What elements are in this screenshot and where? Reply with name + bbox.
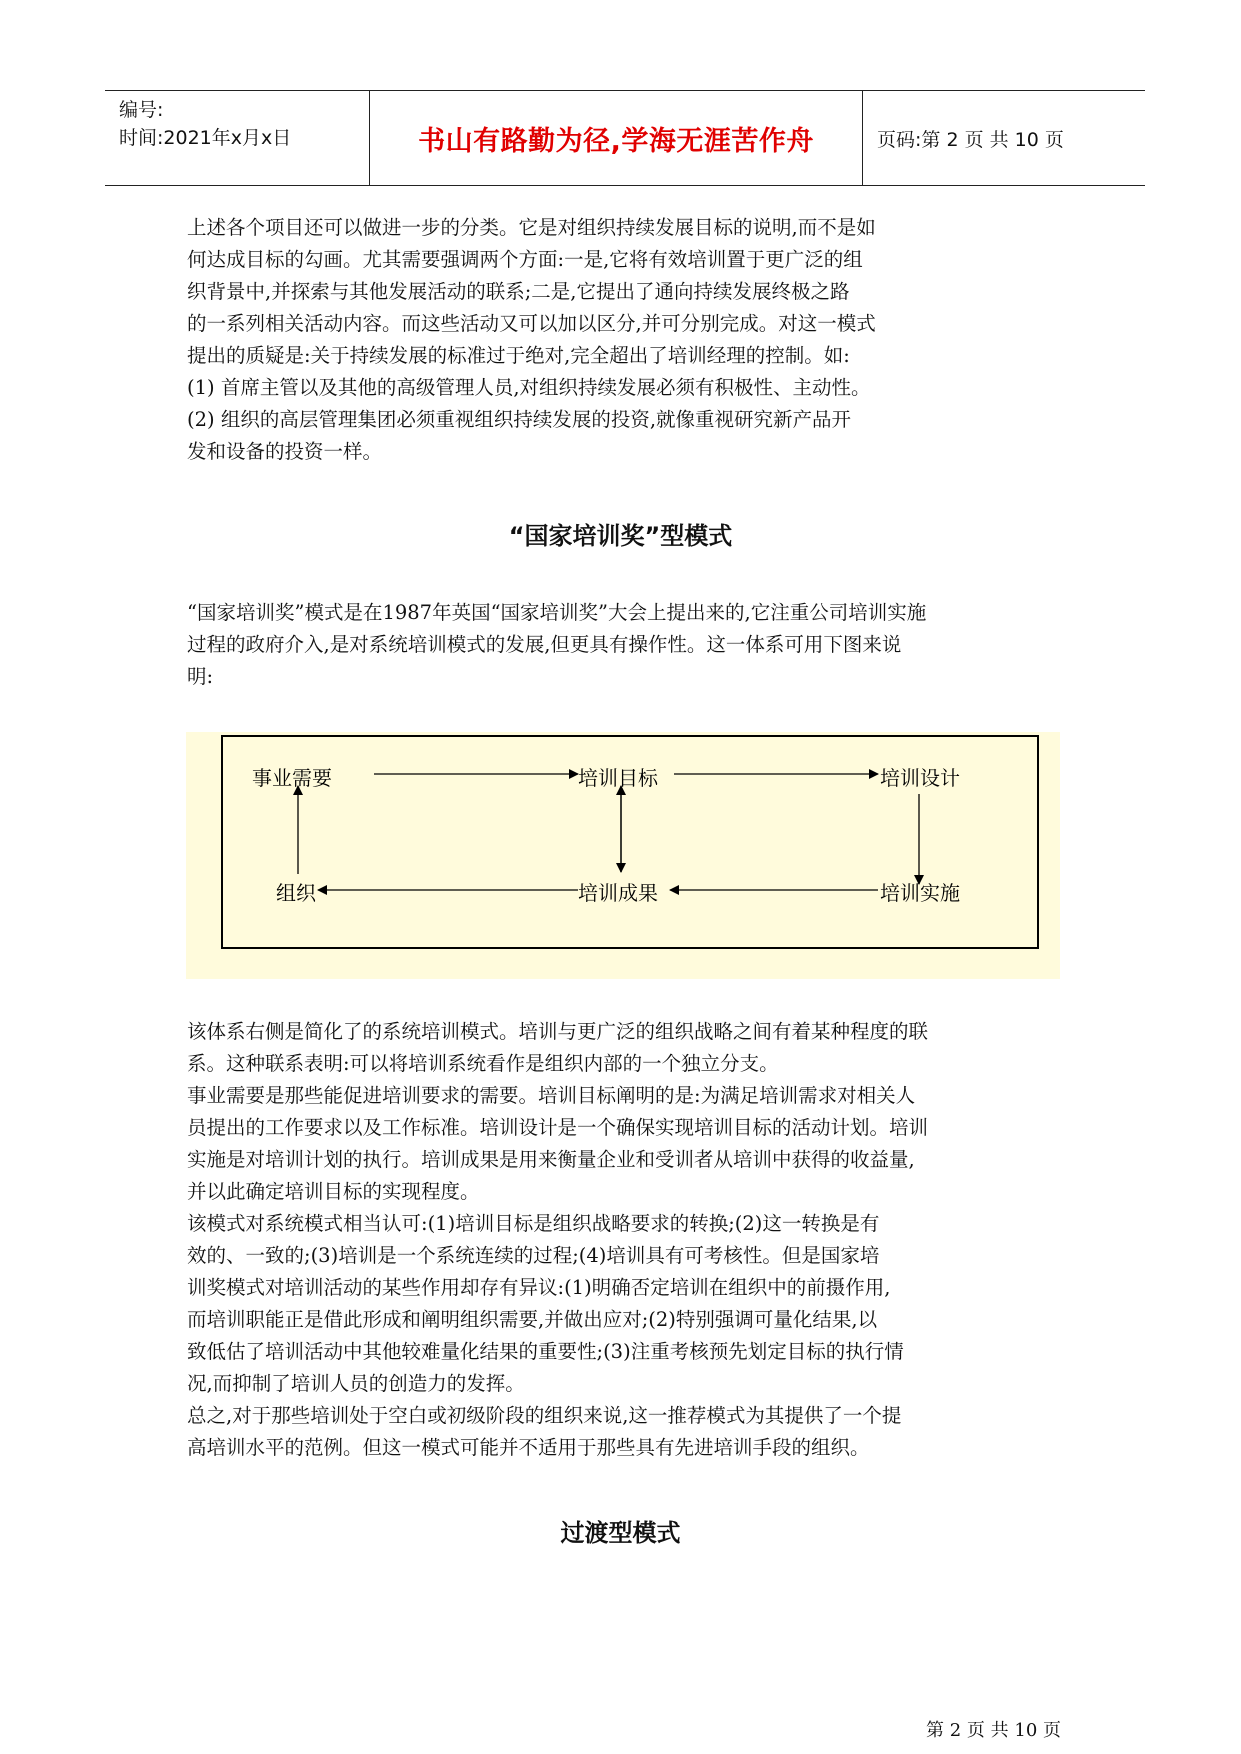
text-line: 发和设备的投资一样。 [187,440,383,463]
text-line: 过程的政府介入,是对系统培训模式的发展,但更具有操作性。这一体系可用下图来说 [187,633,902,656]
text-line: 训奖模式对培训活动的某些作用却存有异议:(1)明确否定培训在组织中的前摄作用, [187,1276,891,1299]
text-line: 何达成目标的勾画。尤其需要强调两个方面:一是,它将有效培训置于更广泛的组 [187,248,863,271]
page-header [105,90,1145,186]
document-number-label: 编号: [119,99,164,121]
text-line: “国家培训奖”模式是在1987年英国“国家培训奖”大会上提出来的,它注重公司培训实施 [187,601,927,624]
section-heading-national-training-award: “国家培训奖”型模式 [508,522,733,550]
text-line: 高培训水平的范例。但这一模式可能并不适用于那些具有先进培训手段的组织。 [187,1436,870,1459]
header-page-label: 页码:第 2 页 共 10 页 [877,129,1064,151]
text-line: 致低估了培训活动中其他较难量化结果的重要性;(3)注重考核预先划定目标的执行情 [187,1340,904,1363]
text-line: 该模式对系统模式相当认可:(1)培训目标是组织战略要求的转换;(2)这一转换是有 [187,1212,880,1235]
node-training-goals: 培训目标 [578,766,658,790]
header-center-cell [369,91,863,185]
document-time-label: 时间:2021年x月x日 [119,127,292,149]
training-model-diagram [186,732,1060,979]
header-right-cell [863,91,1145,185]
node-business-needs: 事业需要 [252,766,332,790]
text-line: (2) 组织的高层管理集团必须重视组织持续发展的投资,就像重视研究新产品开 [187,408,852,431]
node-training-results: 培训成果 [578,881,658,905]
page-footer: 第 2 页 共 10 页 [926,1720,1061,1741]
text-line: 系。这种联系表明:可以将培训系统看作是组织内部的一个独立分支。 [187,1052,779,1075]
text-line: 织背景中,并探索与其他发展活动的联系;二是,它提出了通向持续发展终极之路 [187,280,850,303]
text-line: 实施是对培训计划的执行。培训成果是用来衡量企业和受训者从培训中获得的收益量, [187,1148,915,1171]
text-line: 提出的质疑是:关于持续发展的标准过于绝对,完全超出了培训经理的控制。如: [187,344,850,367]
text-line: 明: [187,665,214,688]
text-line: 员提出的工作要求以及工作标准。培训设计是一个确保实现培训目标的活动计划。培训 [187,1116,929,1139]
body-paragraphs [187,1016,1057,1464]
node-training-design: 培训设计 [880,766,960,790]
text-line: 的一系列相关活动内容。而这些活动又可以加以区分,并可分别完成。对这一模式 [187,312,876,335]
section-heading-transitional-model: 过渡型模式 [560,1519,681,1547]
text-line: 该体系右侧是简化了的系统培训模式。培训与更广泛的组织战略之间有着某种程度的联 [187,1020,929,1043]
node-training-implementation: 培训实施 [880,881,960,905]
header-motto: 书山有路勤为径,学海无涯苦作舟 [418,126,814,157]
text-line: 效的、一致的;(3)培训是一个系统连续的过程;(4)培训具有可考核性。但是国家培 [187,1244,880,1267]
text-line: 上述各个项目还可以做进一步的分类。它是对组织持续发展目标的说明,而不是如 [187,216,876,239]
header-left-cell [105,91,369,185]
intro-paragraph [187,212,1057,468]
text-line: (1) 首席主管以及其他的高级管理人员,对组织持续发展必须有积极性、主动性。 [187,376,871,399]
text-line: 况,而抑制了培训人员的创造力的发挥。 [187,1372,525,1395]
text-line: 而培训职能正是借此形成和阐明组织需要,并做出应对;(2)特别强调可量化结果,以 [187,1308,878,1331]
text-line: 并以此确定培训目标的实现程度。 [187,1180,480,1203]
text-line: 事业需要是那些能促进培训要求的需要。培训目标阐明的是:为满足培训需求对相关人 [187,1084,916,1107]
node-organization: 组织 [276,881,316,905]
text-line: 总之,对于那些培训处于空白或初级阶段的组织来说,这一推荐模式为其提供了一个提 [187,1404,902,1427]
section1-paragraph [187,597,1057,693]
